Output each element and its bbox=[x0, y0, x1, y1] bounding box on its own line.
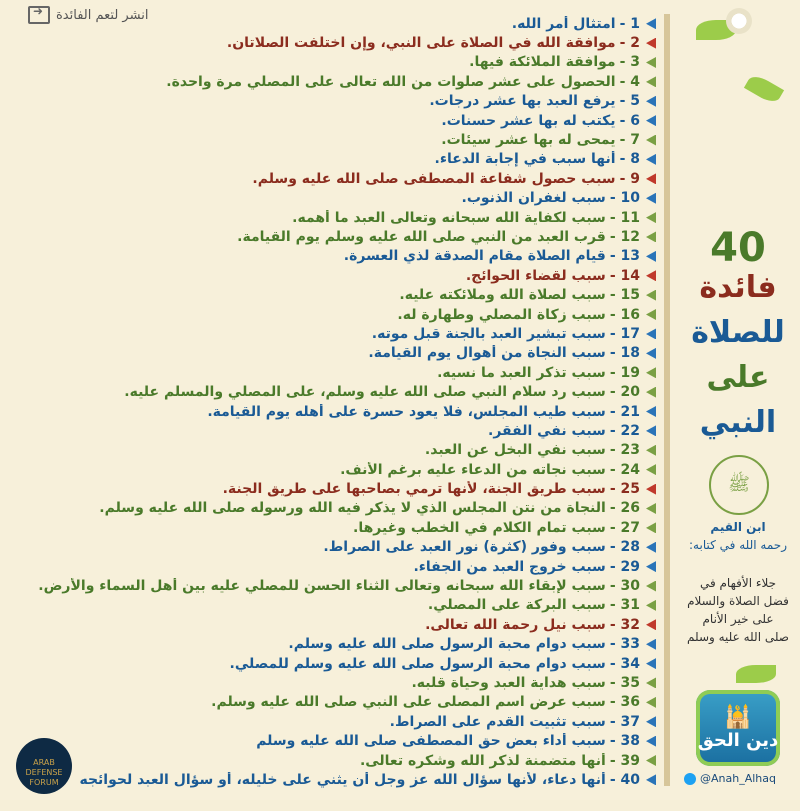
leaf-icon bbox=[736, 665, 776, 683]
item-number: 9 - bbox=[619, 170, 640, 187]
item-number: 3 - bbox=[619, 54, 640, 71]
bullet-marker-icon bbox=[646, 581, 656, 592]
item-text: سبب تمام الكلام في الخطب وغيرها. bbox=[353, 519, 606, 536]
bullet-marker-icon bbox=[646, 503, 656, 514]
bullet-marker-icon bbox=[646, 561, 656, 572]
bullet-marker-icon bbox=[646, 755, 656, 766]
title-line-4: النبي bbox=[699, 405, 777, 440]
author-note: رحمه الله في كتابه: bbox=[689, 538, 787, 552]
item-number: 23 - bbox=[609, 442, 640, 459]
item-text: قرب العبد من النبي صلى الله عليه وسلم يوم القيامة. bbox=[237, 228, 606, 245]
item-number: 26 - bbox=[609, 500, 640, 517]
item-text: قيام الصلاة مقام الصدقة لذي العسرة. bbox=[343, 248, 606, 265]
item-number: 5 - bbox=[619, 93, 640, 110]
item-text: يكتب له بها عشر حسنات. bbox=[441, 112, 616, 129]
item-text: سبب طيب المجلس، فلا يعود حسرة على أهله يوم القيامة. bbox=[207, 403, 606, 420]
bullet-marker-icon bbox=[646, 658, 656, 669]
book-line-3: على خير الأنام bbox=[702, 612, 774, 626]
item-text: سبب تذكر العبد ما نسيه. bbox=[437, 364, 606, 381]
item-text: الحصول على عشر صلوات من الله تعالى على المصلي مرة واحدة. bbox=[166, 73, 616, 90]
bullet-marker-icon bbox=[646, 348, 656, 359]
list-item bbox=[8, 654, 656, 673]
list-item bbox=[8, 150, 656, 169]
item-text: النجاة من نتن المجلس الذي لا يذكر فيه الله ورسوله صلى الله عليه وسلم. bbox=[99, 500, 606, 517]
item-text: سبب وفور (كثرة) نور العبد على الصراط. bbox=[323, 539, 606, 556]
bullet-marker-icon bbox=[646, 76, 656, 87]
title-line-1: فائدة bbox=[699, 270, 777, 305]
item-text: سبب البركة على المصلي. bbox=[427, 597, 606, 614]
item-number: 22 - bbox=[609, 422, 640, 439]
item-text: أنها متضمنة لذكر الله وشكره تعالى. bbox=[359, 752, 606, 769]
item-text: سبب عرض اسم المصلى على النبي صلى الله عليه وسلم. bbox=[211, 694, 606, 711]
item-text: سبب النجاة من أهوال يوم القيامة. bbox=[368, 345, 606, 362]
flower-icon bbox=[726, 8, 752, 34]
item-number: 31 - bbox=[609, 597, 640, 614]
item-text: سبب خروج العبد من الجفاء. bbox=[413, 558, 606, 575]
item-text: موافقة الله في الصلاة على النبي، وإن اختلفت الصلاتان. bbox=[226, 35, 616, 52]
bullet-marker-icon bbox=[646, 367, 656, 378]
bullet-marker-icon bbox=[646, 425, 656, 436]
bullet-marker-icon bbox=[646, 484, 656, 495]
bullet-marker-icon bbox=[646, 231, 656, 242]
item-text: يرفع العبد بها عشر درجات. bbox=[429, 93, 616, 110]
list-item bbox=[8, 421, 656, 440]
bullet-marker-icon bbox=[646, 328, 656, 339]
item-text: سبب رد سلام النبي صلى الله عليه وسلم، على المصلي والمسلم عليه. bbox=[124, 384, 606, 401]
item-text: سبب طريق الجنة، لأنها ترمي بصاحبها على طريق الجنة. bbox=[222, 481, 606, 498]
list-item bbox=[8, 557, 656, 576]
item-text: سبب نفي الفقر. bbox=[488, 422, 606, 439]
bullet-marker-icon bbox=[646, 212, 656, 223]
item-text: سبب نجاته من الدعاء عليه برغم الأنف. bbox=[340, 461, 606, 478]
item-number: 2 - bbox=[619, 35, 640, 52]
item-number: 24 - bbox=[609, 461, 640, 478]
item-number: 39 - bbox=[609, 752, 640, 769]
item-text: سبب دوام محبة الرسول صلى الله عليه وسلم للمصلي. bbox=[229, 655, 606, 672]
leaf-icon bbox=[744, 72, 784, 106]
item-number: 21 - bbox=[609, 403, 640, 420]
list-item bbox=[8, 189, 656, 208]
list-item bbox=[8, 596, 656, 615]
list-item bbox=[8, 499, 656, 518]
item-number: 13 - bbox=[609, 248, 640, 265]
item-text: أنها دعاء، لأنها سؤال الله عز وجل أن يثني على خليله، أو سؤال العبد لحوائجه bbox=[79, 771, 606, 788]
item-number: 6 - bbox=[619, 112, 640, 129]
list-item bbox=[8, 751, 656, 770]
list-item bbox=[8, 576, 656, 595]
forum-watermark bbox=[16, 738, 72, 794]
bullet-marker-icon bbox=[646, 445, 656, 456]
bullet-marker-icon bbox=[646, 115, 656, 126]
title-line-2: للصلاة bbox=[691, 315, 785, 350]
item-text: سبب لصلاة الله وملائكته عليه. bbox=[399, 287, 606, 304]
list-item bbox=[8, 305, 656, 324]
book-line-4: صلى الله عليه وسلم bbox=[687, 630, 789, 644]
item-number: 10 - bbox=[609, 190, 640, 207]
list-item bbox=[8, 518, 656, 537]
item-text: سبب لكفاية الله سبحانه وتعالى العبد ما أهمه. bbox=[292, 209, 606, 226]
item-number: 27 - bbox=[609, 519, 640, 536]
list-item bbox=[8, 92, 656, 111]
bullet-marker-icon bbox=[646, 774, 656, 785]
list-item bbox=[8, 344, 656, 363]
bullet-marker-icon bbox=[646, 309, 656, 320]
item-number: 14 - bbox=[609, 267, 640, 284]
logo-text: دين الحق bbox=[697, 730, 779, 751]
item-text: سبب تبشير العبد بالجنة قبل موته. bbox=[371, 325, 606, 342]
list-item bbox=[8, 130, 656, 149]
list-item bbox=[8, 111, 656, 130]
item-number: 11 - bbox=[609, 209, 640, 226]
item-text: سبب لإبقاء الله سبحانه وتعالى الثناء الحسن للمصلي عليه بين أهل السماء والأرض. bbox=[38, 578, 606, 595]
item-text: سبب لقضاء الحوائج. bbox=[465, 267, 606, 284]
bullet-marker-icon bbox=[646, 697, 656, 708]
list-item bbox=[8, 460, 656, 479]
list-item bbox=[8, 479, 656, 498]
bullet-marker-icon bbox=[646, 387, 656, 398]
item-text: سبب زكاة المصلي وطهارة له. bbox=[397, 306, 606, 323]
bullet-marker-icon bbox=[646, 154, 656, 165]
item-number: 34 - bbox=[609, 655, 640, 672]
bullet-marker-icon bbox=[646, 406, 656, 417]
item-text: سبب هداية العبد وحياة قلبه. bbox=[411, 674, 606, 691]
item-number: 33 - bbox=[609, 636, 640, 653]
item-text: يمحى له بها عشر سيئات. bbox=[441, 132, 616, 149]
list-item bbox=[8, 266, 656, 285]
item-text: امتثال أمر الله. bbox=[511, 15, 616, 32]
item-number: 15 - bbox=[609, 287, 640, 304]
bullet-marker-icon bbox=[646, 542, 656, 553]
item-number: 19 - bbox=[609, 364, 640, 381]
list-item bbox=[8, 227, 656, 246]
list-item bbox=[8, 208, 656, 227]
list-item bbox=[8, 53, 656, 72]
list-item bbox=[8, 247, 656, 266]
book-line-1: جلاء الأفهام في bbox=[699, 576, 777, 590]
list-item bbox=[8, 382, 656, 401]
twitter-handle[interactable] bbox=[684, 772, 776, 785]
item-number: 16 - bbox=[609, 306, 640, 323]
vertical-divider bbox=[664, 14, 670, 786]
share-label: انشر لتعم الفائدة bbox=[56, 7, 149, 23]
item-number: 29 - bbox=[609, 558, 640, 575]
item-text: سبب تثبيت القدم على الصراط. bbox=[389, 713, 606, 730]
bullet-marker-icon bbox=[646, 522, 656, 533]
list-item bbox=[8, 635, 656, 654]
bullet-marker-icon bbox=[646, 270, 656, 281]
item-number: 40 - bbox=[609, 771, 640, 788]
list-item bbox=[8, 14, 656, 33]
watermark-text: ARAB DEFENSE FORUM bbox=[25, 758, 63, 787]
bullet-marker-icon bbox=[646, 173, 656, 184]
brand-logo bbox=[696, 690, 780, 766]
bullet-marker-icon bbox=[646, 193, 656, 204]
item-number: 35 - bbox=[609, 674, 640, 691]
item-number: 36 - bbox=[609, 694, 640, 711]
bullet-marker-icon bbox=[646, 716, 656, 727]
item-number: 32 - bbox=[609, 616, 640, 633]
title-panel bbox=[676, 0, 800, 800]
item-number: 12 - bbox=[609, 228, 640, 245]
list-item bbox=[8, 712, 656, 731]
list-item bbox=[8, 324, 656, 343]
twitter-label: @Anah_Alhaq bbox=[700, 772, 776, 785]
list-item bbox=[8, 770, 656, 789]
item-text: سبب حصول شفاعة المصطفى صلى الله عليه وسلم. bbox=[252, 170, 616, 187]
count-number: 40 bbox=[710, 225, 766, 271]
bullet-marker-icon bbox=[646, 736, 656, 747]
item-number: 38 - bbox=[609, 733, 640, 750]
bullet-marker-icon bbox=[646, 290, 656, 301]
bullet-marker-icon bbox=[646, 57, 656, 68]
item-number: 4 - bbox=[619, 73, 640, 90]
list-item bbox=[8, 615, 656, 634]
book-line-2: فضل الصلاة والسلام bbox=[687, 594, 789, 608]
bullet-marker-icon bbox=[646, 18, 656, 29]
bullet-marker-icon bbox=[646, 464, 656, 475]
mosque-icon: 🕌 bbox=[724, 705, 752, 730]
author-name: ابن القيم bbox=[710, 520, 766, 534]
list-item bbox=[8, 693, 656, 712]
list-item bbox=[8, 285, 656, 304]
item-text: سبب دوام محبة الرسول صلى الله عليه وسلم. bbox=[288, 636, 606, 653]
item-number: 17 - bbox=[609, 325, 640, 342]
bullet-marker-icon bbox=[646, 38, 656, 49]
item-number: 8 - bbox=[619, 151, 640, 168]
item-number: 20 - bbox=[609, 384, 640, 401]
item-text: سبب نيل رحمة الله تعالى. bbox=[425, 616, 606, 633]
bullet-marker-icon bbox=[646, 677, 656, 688]
item-number: 30 - bbox=[609, 578, 640, 595]
bullet-marker-icon bbox=[646, 619, 656, 630]
list-item bbox=[8, 33, 656, 52]
list-item bbox=[8, 363, 656, 382]
list-item bbox=[8, 402, 656, 421]
item-number: 28 - bbox=[609, 539, 640, 556]
item-number: 37 - bbox=[609, 713, 640, 730]
item-text: سبب نفي البخل عن العبد. bbox=[424, 442, 606, 459]
title-line-3: على bbox=[706, 360, 770, 395]
item-text: سبب أداء بعض حق المصطفى صلى الله عليه وسلم bbox=[256, 733, 606, 750]
item-text: أنها سبب في إجابة الدعاء. bbox=[434, 151, 616, 168]
bullet-marker-icon bbox=[646, 600, 656, 611]
calligraphy-seal-icon: ﷺ bbox=[709, 455, 769, 515]
item-text: سبب لغفران الذنوب. bbox=[461, 190, 606, 207]
bullet-marker-icon bbox=[646, 135, 656, 146]
item-number: 18 - bbox=[609, 345, 640, 362]
list-item bbox=[8, 169, 656, 188]
bullet-marker-icon bbox=[646, 639, 656, 650]
list-item bbox=[8, 72, 656, 91]
list-item bbox=[8, 441, 656, 460]
bullet-marker-icon bbox=[646, 96, 656, 107]
item-number: 7 - bbox=[619, 132, 640, 149]
list-item bbox=[8, 538, 656, 557]
item-text: موافقة الملائكة فيها. bbox=[469, 54, 616, 71]
benefits-list bbox=[8, 14, 656, 790]
bullet-marker-icon bbox=[646, 251, 656, 262]
item-number: 1 - bbox=[619, 15, 640, 32]
twitter-icon bbox=[684, 773, 696, 785]
list-item bbox=[8, 673, 656, 692]
list-item bbox=[8, 731, 656, 750]
item-number: 25 - bbox=[609, 481, 640, 498]
